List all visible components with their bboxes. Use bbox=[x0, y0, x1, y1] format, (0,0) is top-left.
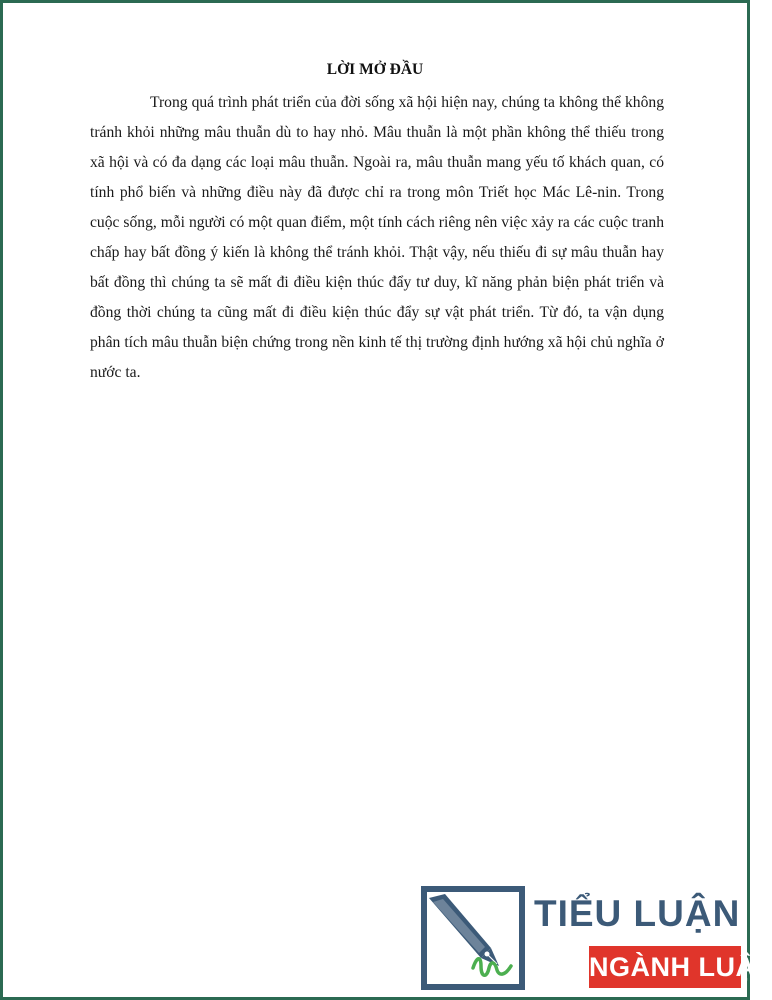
watermark-subtitle-banner bbox=[589, 946, 772, 988]
fountain-pen-nib-icon bbox=[421, 886, 525, 990]
watermark-logo bbox=[421, 886, 772, 996]
document-heading: LỜI MỞ ĐẦU bbox=[326, 61, 424, 78]
watermark-title: TIỂU LUẬN bbox=[534, 893, 741, 934]
watermark-subtitle: NGÀNH LUẬT bbox=[589, 952, 772, 982]
document-paragraph: Trong quá trình phát triển của đời sống xã hội hiện nay, chúng ta không thể không tránh khỏi những mâu thuẫn dù to hay nhỏ. Mâu thuẫn là một phần không thể thiếu trong xã hội và có đa dạng các loại mâu thuẫn. Ngoài ra, mâu thuẫn mang yếu tố khách quan, có tính phổ biến và những điều này đã được chỉ ra trong môn Triết học Mác Lê-nin. Trong cuộc sống, mỗi người có một quan điểm, một tính cách riêng nên việc xảy ra các cuộc tranh chấp hay bất đồng ý kiến là không thể tránh khỏi. Thật vậy, nếu thiếu đi sự mâu thuẫn hay bất đồng thì chúng ta sẽ mất đi điều kiện thúc đẩy tư duy, kĩ năng phản biện phát triển và đồng thời chúng ta cũng mất đi điều kiện thúc đẩy sự vật phát triển. Từ đó, ta vận dụng phân tích mâu thuẫn biện chứng trong nền kinh tế thị trường định hướng xã hội chủ nghĩa ở nước ta. bbox=[90, 94, 664, 381]
